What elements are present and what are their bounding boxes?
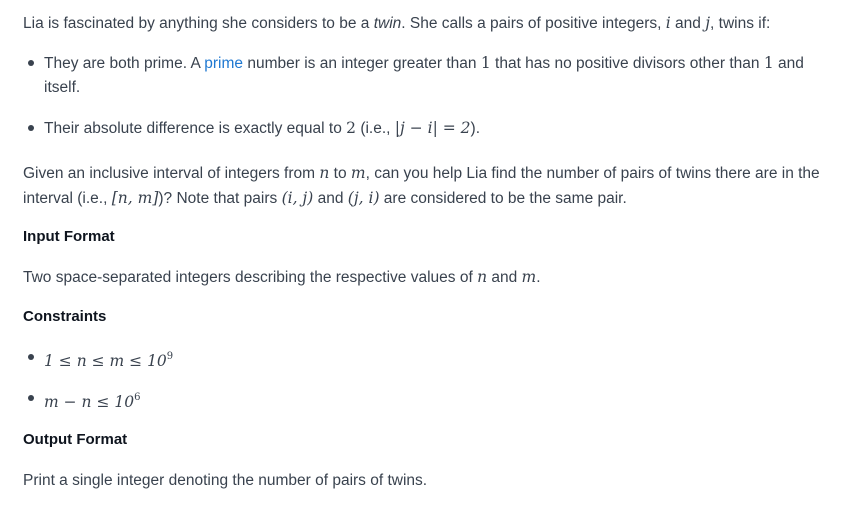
twin-conditions-list-2: [23, 116, 835, 141]
interval-notation: [n, m]: [111, 189, 159, 207]
twin-term: twin: [373, 15, 402, 32]
intro-text: , twins if:: [710, 15, 771, 32]
input-format-heading: Input Format: [23, 228, 115, 245]
pair-ji: (j, i): [347, 189, 380, 207]
pair-ij: (i, j): [281, 189, 314, 207]
condition-difference: Their absolute difference is exactly equal to 2 (i.e., |j − i| = 2).: [23, 116, 835, 141]
intro-text: . She calls a pairs of positive integers,: [401, 15, 666, 32]
input-format-text: Two space-separated integers describing the respective values of n and m.: [23, 268, 541, 286]
var-j: j: [705, 14, 711, 32]
constraint-range: $1 \le n \le m \le 10^9$: [23, 345, 835, 374]
constraints-list: [23, 345, 835, 374]
constraint-width: $m - n \le 10^6$: [23, 386, 835, 415]
intro-paragraph: [23, 11, 835, 36]
constraints-heading: Constraints: [23, 308, 107, 325]
var-i: i: [665, 14, 671, 32]
output-format-heading: Output Format: [23, 431, 128, 448]
twin-conditions-list: [23, 51, 835, 100]
question-paragraph: Given an inclusive interval of integers from n to m, can you help Lia find the number of pairs of twins there are in the interval (i.e., [n, m])? Note that pairs (i, j) and (j, i) are considered to be the same pair.: [23, 164, 820, 207]
output-format-text: Print a single integer denoting the number of pairs of twins.: [23, 472, 428, 489]
intro-text: and: [670, 15, 706, 32]
condition-prime: They are both prime. A prime number is an integer greater than 1 that has no positive divisors other than 1 and itself.: [23, 51, 835, 100]
prime-link[interactable]: prime: [204, 55, 244, 72]
constraints-list-2: [23, 386, 835, 415]
var-m: m: [350, 164, 366, 182]
abs-diff-formula: |j − i| = 2: [394, 119, 471, 137]
var-n: n: [319, 164, 330, 182]
intro-text: Lia is fascinated by anything she considers to be a: [23, 15, 374, 32]
